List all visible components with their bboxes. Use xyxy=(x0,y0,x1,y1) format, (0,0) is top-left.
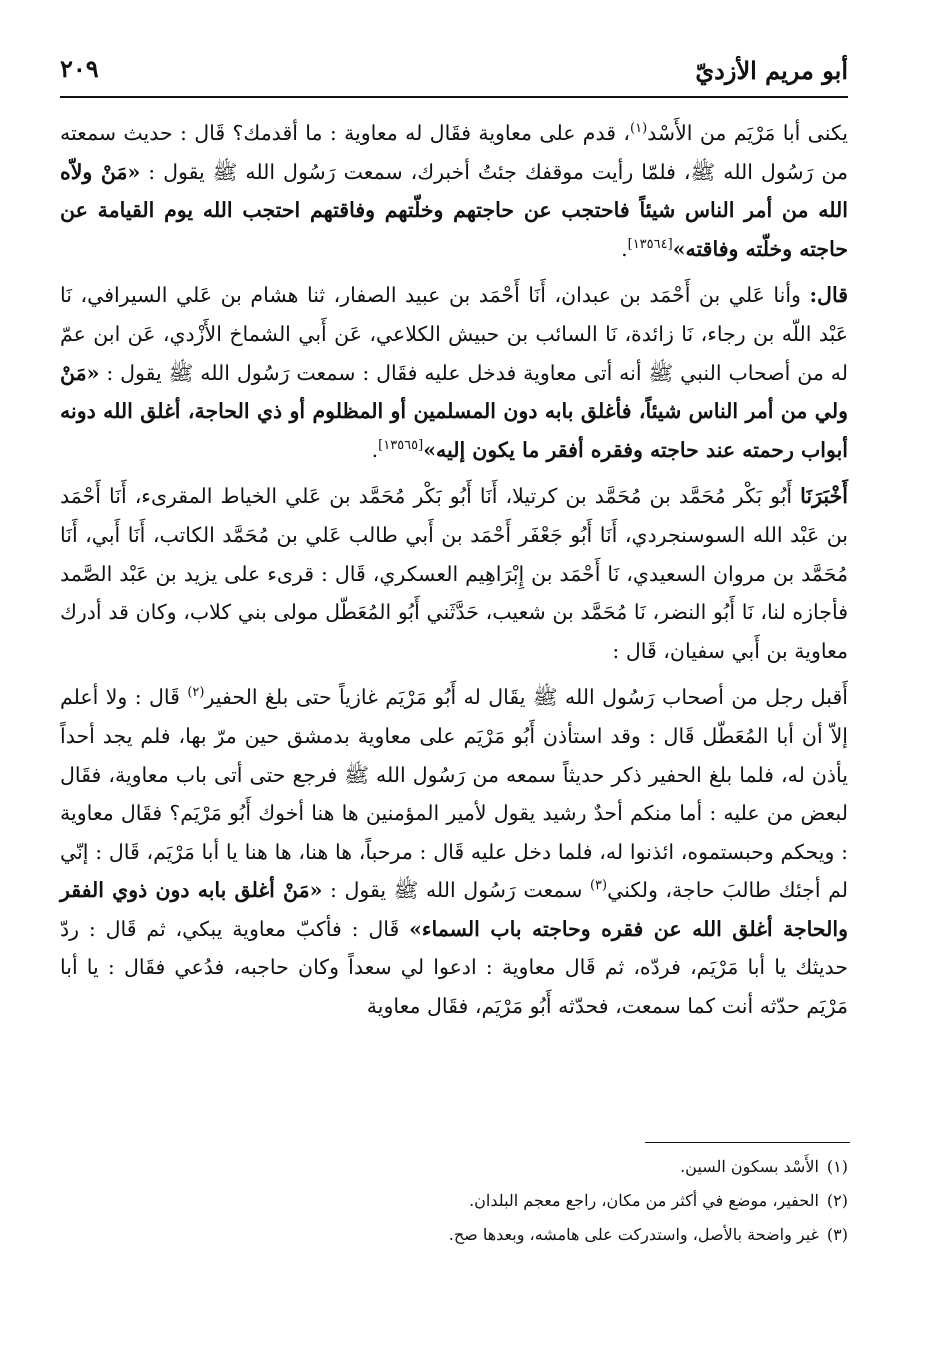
paragraph-lead: أَخْبَرَنَا xyxy=(800,484,848,509)
paragraph-4 xyxy=(60,678,848,1025)
running-title: أبو مريم الأزديّ xyxy=(695,56,848,85)
hadith-text: «مَنْ ولي من أمر الناس شيئاً، فأغلق بابه دون المسلمين أو المظلوم أو ذي الحاجة، أغلق الله دونه أبواب رحمته عند حاجته وفقره أفقر ما يكون إليه» xyxy=(60,360,848,462)
text-run: سمعت رَسُول الله ﷺ يقول : xyxy=(322,878,590,903)
paragraph-lead: قال: xyxy=(809,283,848,308)
hadith-number: [١٣٥٦٤] xyxy=(627,236,673,252)
hadith-number: [١٣٥٦٥] xyxy=(378,437,424,453)
footnote xyxy=(60,1150,848,1184)
footnote xyxy=(60,1184,848,1218)
page-header xyxy=(60,52,848,92)
main-text xyxy=(60,114,848,1034)
text-run: ، قدم على معاوية فقَال له معاوية : ما أقدمك؟ قَال : حديث سمعته من رَسُول الله ﷺ، فلمّا رأيت موقفك جئتُ أخبرك، سمعت رَسُول الله ﷺ يقول : xyxy=(60,121,848,184)
footnote-number: (١) xyxy=(826,1157,848,1176)
footnote xyxy=(60,1218,848,1252)
page-number: ٢٠٩ xyxy=(60,54,99,83)
footnotes xyxy=(60,1150,848,1252)
footnote-marker-2: (٢) xyxy=(187,685,205,701)
text-run: . xyxy=(621,236,628,261)
paragraph-3 xyxy=(60,477,848,670)
footnote-text: الأَسْد بسكون السين. xyxy=(680,1157,819,1176)
footnote-number: (٣) xyxy=(826,1225,848,1244)
paragraph-1 xyxy=(60,114,848,268)
hadith-text: «مَنْ ولاّه الله من أمر الناس شيئاً فاحتجب عن حاجتهم وخلّتهم وفاقتهم احتجب الله يوم القيامة عن حاجته وخلّته وفاقته» xyxy=(60,159,848,261)
text-run: قَال : فأكبّ معاوية يبكي، ثم قَال : ردّ حديثك يا أبا مَرْيَم، فردّه، ثم قَال معاوية : ادعوا لي سعداً وكان حاجبه، فدُعي فقَال : يا أبا مَرْيَم حدّثه أنت كما سمعت، فحدّثه أَبُو مَرْيَم، فقَال معاوية xyxy=(60,916,848,1019)
footnote-rule xyxy=(645,1142,850,1143)
header-rule xyxy=(60,96,848,98)
text-run: . xyxy=(371,437,379,462)
text-run: قَال : ولا أعلم إلاّ أن أبا المُعَطّل قَال : وقد استأذن أَبُو مَرْيَم على معاوية بدمشق حين مرّ بها، فلم يجد أحداً يأذن له، فلما بلغ الحفير ذكر حديثاً سمعه من رَسُول الله ﷺ فرجع حتى أتى باب معاوية، فقَال لبعض من عليه : أما منكم أحدٌ رشيد يقول لأمير المؤمنين ها هنا أخوك أَبُو مَرْيَم؟ فقَال معاوية : ويحكم وحبستموه، ائذنوا له، فلما دخل عليه قَال : مرحباً، ها هنا، ها هنا يا أبا مَرْيَم، قَال : إنّي لم أجئك طالبَ حاجة، ولكني xyxy=(60,685,848,903)
footnote-marker-3: (٣) xyxy=(589,878,608,894)
footnote-marker-1: (١) xyxy=(630,121,648,137)
footnote-text: الحفير، موضع في أكثر من مكان، راجع معجم البلدان. xyxy=(469,1191,819,1210)
text-run: أَبُو بَكْر مُحَمَّد بن مُحَمَّد بن كرتيلا، أَنَا أَبُو بَكْر مُحَمَّد بن عَلي الخياط المقرىء، أَنَا أَحْمَد بن عَبْد الله السوسنجردي، أَنَا أَبُو جَعْفَر أَحْمَد بن أَبي طالب عَلي بن مُحَمَّد الكاتب، أَنَا أَبي، أَنَا مُحَمَّد بن مروان السعيدي، نَا أَحْمَد بن إِبْرَاهِيم العسكري، قَال : قرىء على يزيد بن عَبْد الصَّمد فأجازه لنا، نَا أَبُو النضر، نَا مُحَمَّد بن شعيب، حَدَّثَني أَبُو المُعَطّل مولى بني كلاب، وكان قد أدرك معاوية بن أَبي سفيان، قَال : xyxy=(60,484,848,663)
text-run: وأنا عَلي بن أَحْمَد بن عبدان، أَنَا أَحْمَد بن عبيد الصفار، ثنا هشام بن عَلي السيرافي، نَا عَبْد اللّه بن رجاء، نَا زائدة، نَا السائب بن حبيش الكلاعي، عَن أَبي الشماخ الأَزْدي، عَن ابن عمّ له من أصحاب النبي ﷺ أنه أتى معاوية فدخل عليه فقَال : سمعت رَسُول الله ﷺ يقول : xyxy=(60,283,848,385)
footnote-text: غير واضحة بالأصل، واستدركت على هامشه، وبعدها صح. xyxy=(448,1225,819,1244)
footnote-number: (٢) xyxy=(826,1191,848,1210)
hadith-text: «مَنْ أغلق بابه دون ذوي الفقر والحاجة أغلق الله عن فقره وحاجته باب السماء» xyxy=(60,878,848,941)
text-run: أَقبل رجل من أصحاب رَسُول الله ﷺ يقَال له أَبُو مَرْيَم غازياً حتى بلغ الحفير xyxy=(204,685,848,710)
text-run: يكنى أبا مَرْيَم من الأَسْد xyxy=(647,121,848,145)
paragraph-2 xyxy=(60,276,848,469)
